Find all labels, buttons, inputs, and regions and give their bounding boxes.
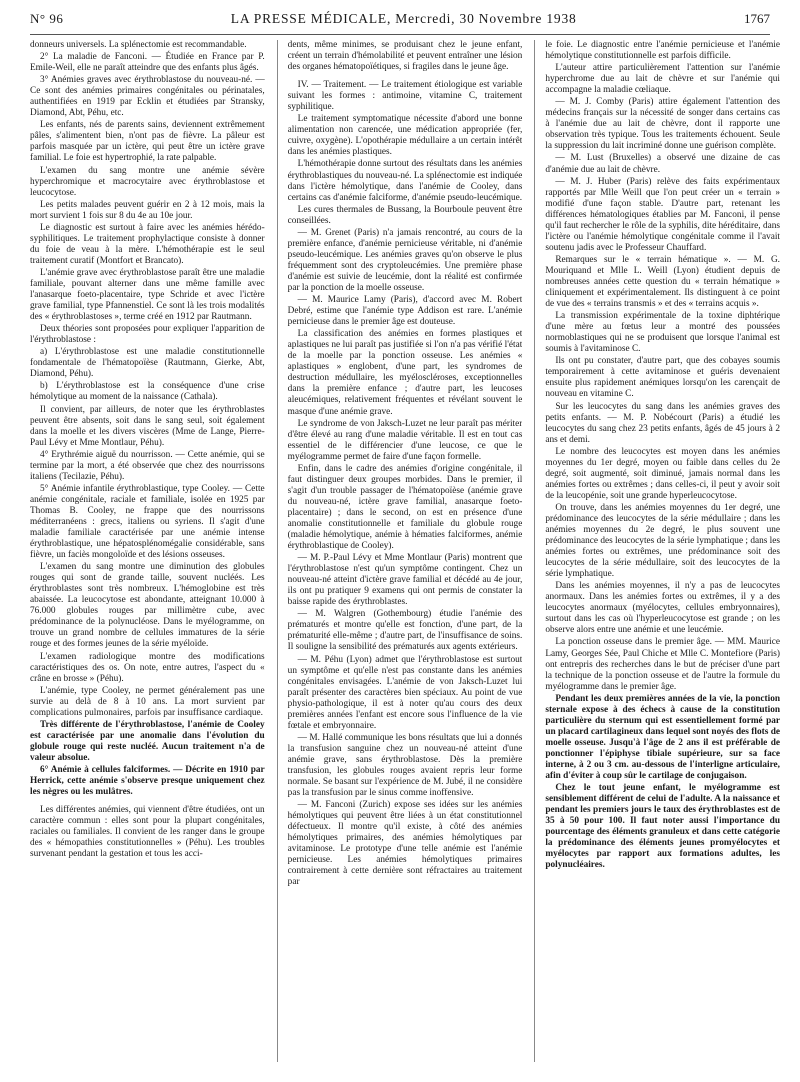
paragraph: 3° Anémies graves avec érythroblastose du nouveau-né. — Ce sont des anémies primaires congénitales ou périnatales, authentifiées en 1919 par Ecklin et étudiées par Stransky, Diamond, Abt, Péhu, etc. xyxy=(30,75,265,119)
paragraph: Sur les leucocytes du sang dans les anémies graves des petits enfants. — M. P. Nobécourt (Paris) a étudié les leucocytes du sang chez 23 petits enfants, âgés de 45 jours à 2 ans et demi. xyxy=(545,401,781,445)
paragraph: Remarques sur le « terrain hématique ». — M. G. Mouriquand et Mlle L. Weill (Lyon) étudient depuis de nombreuses années cette question du « terrain hématique » cliniquement et expérimentalement. Ils distinguent à ce point de vue des « terrains transmis » et des « terrains acquis ». xyxy=(545,254,781,310)
paragraph: Les différentes anémies, qui viennent d'être étudiées, ont un caractère commun : elles sont pour la plupart congénitales, raciales ou familiales. Il convient de les ranger dans le groupe des « hémopathies constitutionnelles » (Péhu). Les troubles survenant pendant la gestation et tous les acci- xyxy=(30,805,265,860)
paragraph: — M. Lust (Bruxelles) a observé une dizaine de cas d'anémie due au lait de chèvre. xyxy=(545,153,781,175)
paragraph: L'examen du sang montre une anémie sévère hyperchromique et macrocytaire avec érythroblastose et leucocytose. xyxy=(30,165,265,198)
paragraph: Les enfants, nés de parents sains, deviennent extrêmement pâles, s'alimentent bien, n'ont pas de fièvre. La pâleur est parfois masquée par un ictère, qui peut être un ictère grave familial. Le foie est hypertrophié, la rate palpable. xyxy=(30,120,265,164)
page-number: 1767 xyxy=(744,11,770,26)
paragraph: b) L'érythroblastose est la conséquence d'une crise hémolytique au moment de la naissance (Cathala). xyxy=(30,381,265,403)
header-rule xyxy=(30,34,770,35)
issue-number: N° 96 xyxy=(30,11,64,26)
paragraph: L'examen radiologique montre des modifications caractéristiques des os. On note, entre autres, l'aspect du « crâne en brosse » (Péhu). xyxy=(30,651,265,684)
paragraph: Les petits malades peuvent guérir en 2 à 12 mois, mais la mort survient 1 fois sur 8 du 4e au 10e jour. xyxy=(30,199,265,221)
column-1 xyxy=(30,40,265,1062)
paragraph: le foie. Le diagnostic entre l'anémie pernicieuse et l'anémie hémolytique constitutionnelle est parfois difficile. xyxy=(545,40,781,62)
paragraph: Dans les anémies moyennes, il n'y a pas de leucocytes anormaux. Dans les anémies fortes ou extrêmes, il y a des leucocytes anormaux (myélocytes, cellules embryonnaires), surtout dans les cas où l'hyperleucocytose est grande ; on les observe alors entre une anémie et une leucémie. xyxy=(545,581,781,636)
paragraph: — M. Péhu (Lyon) admet que l'érythroblastose est surtout un symptôme et qu'elle n'est pas constante dans les anémies congénitales envisagées. L'anémie de von Jaksch-Luzet lui paraît présenter des caractères bien spéciaux. Au point de vue physio-pathologique, il est à noter qu'au cours des deux premières années l'enfant est encore sous l'influence de la vie fœtale et embryonnaire. xyxy=(287,654,523,731)
column-2 xyxy=(277,40,523,1062)
paragraph: La classification des anémies en formes plastiques et aplastiques ne lui paraît pas justifiée si l'on n'a pas vérifié l'état de la moelle par la ponction osseuse. Les anémies « aplastiques » englobent, d'une part, les syndromes de destruction médullaire, les myéloscléroses, exceptionnelles dans la première enfance ; d'autre part, les leucoses aleucémiques, relativement fréquentes et révélant souvent le masque d'une anémie grave. xyxy=(287,329,523,417)
paragraph: L'anémie, type Cooley, ne permet généralement pas une survie au delà de 8 à 10 ans. La mort survient par complications pulmonaires, parfois par insuffisance cardiaque. xyxy=(30,685,265,718)
paragraph: dents, même minimes, se produisant chez le jeune enfant, créent un terrain d'hémolabilité et peuvent entraîner une lésion des organes hématopoïétiques, si fragiles dans le jeune âge. xyxy=(287,40,523,73)
article-columns xyxy=(30,40,780,1062)
paragraph: a) L'érythroblastose est une maladie constitutionnelle fondamentale de l'hématopoïèse (Rautmann, Gierke, Abt, Diamond, Péhu). xyxy=(30,347,265,380)
paragraph: — M. Maurice Lamy (Paris), d'accord avec M. Robert Debré, estime que l'anémie type Addison est rare. L'anémie pernicieuse dans le premier âge est douteuse. xyxy=(287,295,523,328)
paragraph: L'auteur attire particulièrement l'attention sur l'anémie hyperchrome due au lait de chèvre et sur l'anémie qui accompagne la maladie cœliaque. xyxy=(545,63,781,96)
paragraph: 2° La maladie de Fanconi. — Étudiée en France par P. Emile-Weil, elle ne paraît atteindre que des enfants plus âgés. xyxy=(30,52,265,74)
paragraph: Le diagnostic est surtout à faire avec les anémies hérédo-syphilitiques. Le traitement prophylactique consiste à donner du foie de veau à la mère. L'hémothérapie est le seul traitement curatif (Montfort et Brancato). xyxy=(30,222,265,266)
paragraph: Il convient, par ailleurs, de noter que les érythroblastes peuvent être absents, soit dans le sang seul, soit également dans la moelle et les divers viscères (Mme de Lange, Pierre-Paul Lévy et Mme Montlaur, Péhu). xyxy=(30,404,265,448)
paragraph: Ils ont pu constater, d'autre part, que des cobayes soumis temporairement à cette avitaminose et guéris devenaient ensuite plus rapidement anémiques lorsqu'on les carençait de nouveau en vitamine C. xyxy=(545,356,781,400)
paragraph: Chez le tout jeune enfant, le myélogramme est sensiblement différent de celui de l'adulte. A la naissance et pendant les premiers jours le taux des érythroblastes est de 35 à 50 pour 100. Il faut noter aussi l'importance du pourcentage des éléments granuleux et dans cette catégorie la prédominance des éléments jeunes promyélocytes et myélocytes par rapport aux formations adultes, les polynucléaires. xyxy=(545,783,781,871)
paragraph: Le nombre des leucocytes est moyen dans les anémies moyennes du 1er degré, moyen ou faible dans celles du 2e degré, soit augmenté, soit diminué, jamais normal dans les anémies fortes ou extrêmes ; dans celles-ci, il peut y avoir soit de la leucopénie, soit une grande hyperleucocytose. xyxy=(545,446,781,501)
paragraph: Le syndrome de von Jaksch-Luzet ne leur paraît pas mériter d'être élevé au rang d'une maladie véritable. Il est en tout cas essentiel de le différencier d'une leucose, ce que le myélogramme permet de faire d'une façon formelle. xyxy=(287,418,523,462)
paragraph: On trouve, dans les anémies moyennes du 1er degré, une prédominance des leucocytes de la série médullaire ; dans les anémies moyennes du 2e degré, le plus souvent une prédominance des leucocytes de la série lymphatique ; dans les anémies fortes ou extrêmes, une prédominance soit des leucocytes de la série médullaire, soit des leucocytes de la série lymphatique. xyxy=(545,502,781,580)
paragraph: — M. Fanconi (Zurich) expose ses idées sur les anémies hémolytiques qui peuvent être liées à un état constitutionnel défectueux. Il montre qu'il existe, à côté des anémies hémolytiques primaires, des anémies hémolytiques par avitaminose. Le prototype d'une telle anémie est l'anémie pernicieuse. Les anémies hémolytiques primaires contrairement à cette dernière sont réfractaires au traitement par xyxy=(287,800,523,888)
paragraph: — M. P.-Paul Lévy et Mme Montlaur (Paris) montrent que l'érythroblastose n'est qu'un symptôme contingent. Chez un nouveau-né atteint d'ictère grave familial et décédé au 4e jour, ils ont pu pratiquer 9 examens qui ont permis de constater la baisse rapide des érythroblastes. xyxy=(287,553,523,608)
paragraph: — M. J. Comby (Paris) attire également l'attention des médecins français sur la nécessité de songer dans certains cas à l'anémie due au lait de chèvre, dont il rapporte une observation très typique. Tous les traitements échouent. Seule la suppression du lait incriminé donne une guérison complète. xyxy=(545,97,781,152)
paragraph: — M. Hallé communique les bons résultats que lui a donnés la transfusion sanguine chez un nouveau-né atteint d'une anémie grave, sans érythroblastose. Dès la première transfusion, les globules rouges avaient repris leur forme normale. Se basant sur l'expérience de M. Jubé, il ne considère pas la transfusion par le sinus comme inoffensive. xyxy=(287,732,523,799)
column-3 xyxy=(534,40,780,1062)
paragraph: L'examen du sang montre une diminution des globules rouges qui sont de grande taille, souvent nucléés. Les érythroblastes sont très nombreux. L'hémoglobine est très abaissée. La leucocytose est abondante, atteignant 10.000 à 76.000 globules rouges par millimètre cube, avec prédominance de la polynucléose. Dans le myélogramme, on trouve un grand nombre de cellules immatures de la série rouge et des formes jeunes de la série myéloïde. xyxy=(30,562,265,650)
paragraph: La transmission expérimentale de la toxine diphtérique d'une mère au fœtus leur a montré des poussées normoblastiques qui ne se produisent que lorsque l'animal est soumis à l'avitaminose C. xyxy=(545,311,781,355)
paragraph: IV. — Traitement. — Le traitement étiologique est variable suivant les formes : antimoine, vitamine C, traitement syphilitique. xyxy=(287,80,523,113)
paragraph: Le traitement symptomatique nécessite d'abord une bonne alimentation non carencée, une médication appropriée (fer, cuivre, oxygène). L'opothérapie médullaire a un certain intérêt dans les anémies plastiques. xyxy=(287,114,523,158)
paragraph: donneurs universels. La splénectomie est recommandable. xyxy=(30,40,247,50)
paragraph: L'hémothérapie donne surtout des résultats dans les anémies érythroblastiques du nouveau-né. La splénectomie est indiquée dans l'ictère hémolytique, dans l'anémie de Cooley, dans certains cas d'anémie falciforme, d'anémie pseudo-leucémique. xyxy=(287,159,523,203)
paragraph: 6° Anémie à cellules falciformes. — Décrite en 1910 par Herrick, cette anémie s'observe presque uniquement chez les nègres ou les mulâtres. xyxy=(30,765,265,798)
paragraph: Enfin, dans le cadre des anémies d'origine congénitale, il faut distinguer deux groupes morbides. Dans le premier, il s'agit d'un trouble passager de l'hématopoïèse (anémie grave du nouveau-né, ictère grave familial, anasarque foeto-placentaire) ; dans le second, on est en présence d'une anomalie constitutionnelle et familiale du globule rouge (maladie hémolytique, anémie à hématies falciformes, anémie érythroblastique de Cooley). xyxy=(287,463,523,552)
paragraph: L'anémie grave avec érythroblastose paraît être une maladie familiale, pouvant alterner dans une même famille avec l'anasarque foeto-placentaire, type Schride et avec l'ictère grave familial, type Pfannenstiel. Ce sont là les trois modalités des « érythroblastoses », terme créé en 1912 par Rautmann. xyxy=(30,267,265,323)
paragraph: 5° Anémie infantile érythroblastique, type Cooley. — Cette anémie congénitale, raciale et familiale, isolée en 1925 par Thomas B. Cooley, ne frappe que des nourrissons méditerranéens : grecs, italiens ou syriens. Il s'agit d'une maladie familiale caractérisée par une anémie intense érythroblastique, une hépatosplénomégalie considérable, sans fièvre, un faciès mongoloïde et des lésions osseuses. xyxy=(30,483,265,561)
paragraph: Pendant les deux premières années de la vie, la ponction sternale expose à des échecs à cause de la constitution particulière du sternum qui est essentiellement formé par un placard cartilagineux dans lequel sont noyés des flots de moelle osseuse. Jusqu'à l'âge de 2 ans il est préférable de ponctionner l'épiphyse tibiale supérieure, sur sa face interne, à 2 ou 3 cm. au-dessous de l'interligne articulaire, afin d'éviter à coup sûr le cartilage de conjugaison. xyxy=(545,693,781,782)
paragraph: — M. Walgren (Gothembourg) étudie l'anémie des prématurés et montre qu'elle est fonction, d'une part, de la prématurité elle-même ; d'autre part, de l'insuffisance de soins. Il souligne la sensibilité des prématurés aux agents extérieurs. xyxy=(287,609,523,653)
paragraph: La ponction osseuse dans le premier âge. — MM. Maurice Lamy, Georges Sée, Paul Chiche et Mlle C. Montefiore (Paris) ont entrepris des recherches dans le but de préciser d'une part la technique de la ponction osseuse et de l'autre la formule du myélogramme dans le premier âge. xyxy=(545,637,781,692)
paragraph: 4° Erythrémie aiguë du nourrisson. — Cette anémie, qui se termine par la mort, a été observée que chez des nourrissons italiens (Tecilazie, Péhu). xyxy=(30,449,265,482)
paragraph: Les cures thermales de Bussang, la Bourboule peuvent être conseillées. xyxy=(287,204,523,226)
paragraph: Très différente de l'érythroblastose, l'anémie de Cooley est caractérisée par une anomalie dans l'évolution du globule rouge qui reste nucléé. Aucun traitement n'a de valeur absolue. xyxy=(30,719,265,763)
paragraph: — M. Grenet (Paris) n'a jamais rencontré, au cours de la première enfance, d'anémie pernicieuse véritable, ni d'anémie pseudo-leucémique. Les anémies graves qu'on observe le plus fréquemment sont des cryptoleucémies. Une première phase d'anémie est suivie de leucémie, dont la réalité est confirmée par la ponction de la moelle osseuse. xyxy=(287,227,523,293)
paragraph: Deux théories sont proposées pour expliquer l'apparition de l'érythroblastose : xyxy=(30,324,265,346)
paragraph: — M. J. Huber (Paris) relève des faits expérimentaux rapportés par Mlle Weill que l'on peut créer un « terrain » modifié d'une façon stable. D'autre part, retenant les différences hématologiques établies par M. Fanconi, il pense qu'il faut rechercher le rôle de la syphilis, dite héréditaire, dans l'ictère ou l'anémie hémolytique congénitale comme il l'avait soutenu jadis avec le Professeur Chauffard. xyxy=(545,176,781,253)
journal-title: LA PRESSE MÉDICALE, Mercredi, 30 Novembre 1938 xyxy=(230,11,577,26)
page-header xyxy=(30,4,770,34)
